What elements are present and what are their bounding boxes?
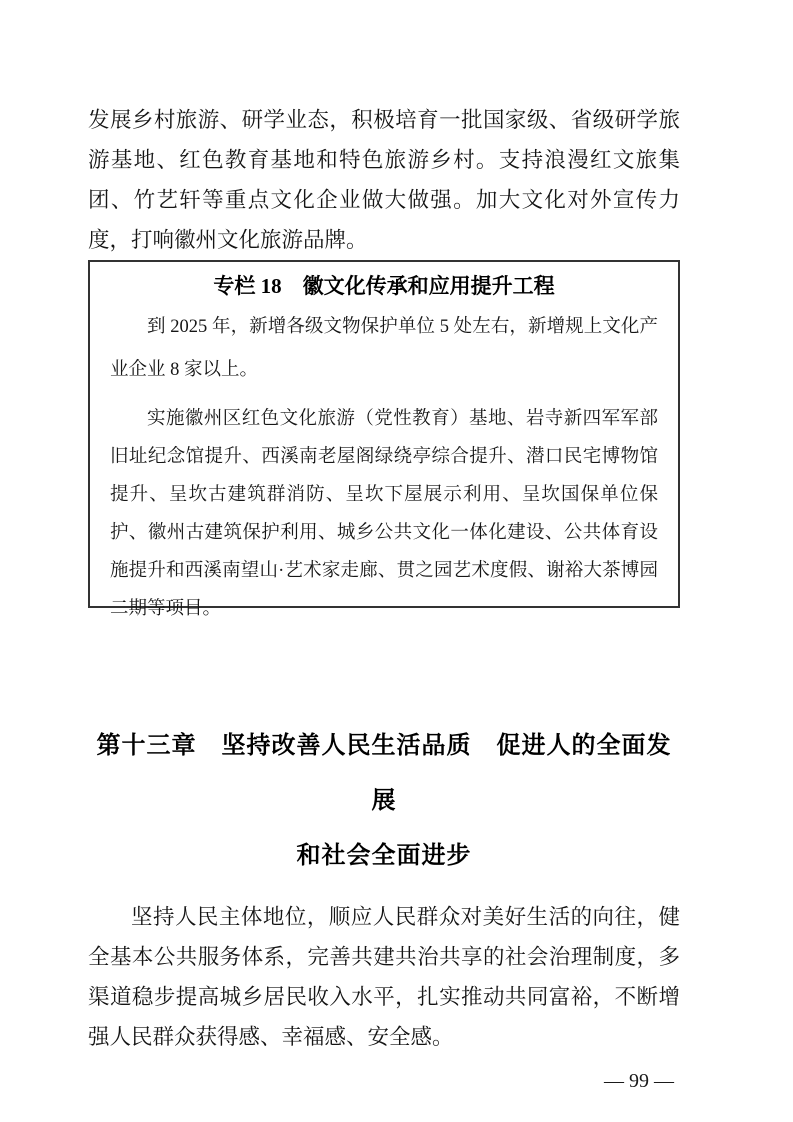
chapter-heading-line-2: 和社会全面进步 — [296, 842, 472, 869]
paragraph-top: 发展乡村旅游、研学业态，积极培育一批国家级、省级研学旅游基地、红色教育基地和特色旅游乡村。支持浪漫红文旅集团、竹艺轩等重点文化企业做大做强。加大文化对外宣传力度，打响徽州文化旅游品牌。 — [88, 108, 680, 252]
chapter-heading-line-1: 第十三章 坚持改善人民生活品质 促进人的全面发展 — [96, 732, 672, 814]
feature-box-paragraph-2: 实施徽州区红色文化旅游（党性教育）基地、岩寺新四军军部旧址纪念馆提升、西溪南老屋阁绿绕亭综合提升、潜口民宅博物馆提升、呈坎古建筑群消防、呈坎下屋展示利用、呈坎国保单位保护、徽州古建筑保护利用、城乡公共文化一体化建设、公共体育设施提升和西溪南望山·艺术家走廊、贯之园艺术度假、谢裕大茶博园二期等项目。 — [110, 409, 658, 619]
feature-box-paragraph-1: 到 2025 年，新增各级文物保护单位 5 处左右，新增规上文化产业企业 8 家以上。 — [110, 317, 658, 380]
page-number: — 99 — — [604, 1070, 674, 1092]
feature-box-title: 专栏 18 徽文化传承和应用提升工程 — [213, 274, 555, 298]
chapter-heading — [88, 718, 680, 883]
paragraph-body: 坚持人民主体地位，顺应人民群众对美好生活的向往，健全基本公共服务体系，完善共建共治共享的社会治理制度，多渠道稳步提高城乡居民收入水平，扎实推动共同富裕，不断增强人民群众获得感、幸福感、安全感。 — [88, 905, 680, 1049]
feature-box-column-18 — [88, 260, 680, 619]
